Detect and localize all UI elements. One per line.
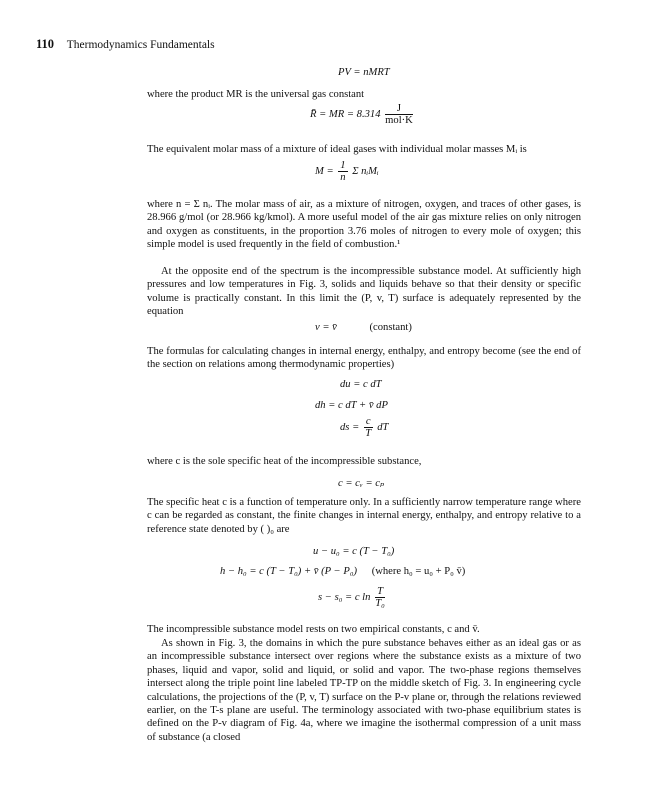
equation-lhs: M = [315, 165, 334, 177]
equation-lhs: R̄ = MR = 8.314 [310, 108, 381, 120]
denominator: n [340, 172, 346, 183]
paragraph-8: The incompressible substance model rests on two empirical constants, c and v̄. [147, 624, 480, 635]
paragraph-1: where the product MR is the universal gas constant [147, 89, 365, 100]
numerator: c [365, 416, 371, 427]
equation-enthalpy [220, 566, 465, 577]
equation-dh: dh = c dT + v̄ dP [315, 400, 388, 411]
equation-ds [340, 416, 388, 439]
equation-note: (constant) [369, 322, 412, 333]
equation-note: (where h₀ = u₀ + P₀ v̄) [371, 566, 466, 577]
equation-molar-mass [315, 160, 379, 183]
paragraph-3: where n = Σ nᵢ. The molar mass of air, as a mixture of nitrogen, oxygen, and traces of other gases, is 28.966 g/mol (or 28.966 kg/kmol). A more useful model of the air gas mixture relies on only nitrogen and oxygen as constituents, in the proportion 3.76 moles of nitrogen to every mole of oxygen; this simple model is used frequently in the field of combustion.¹ [147, 199, 581, 251]
paragraph-5: The formulas for calculating changes in internal energy, enthalpy, and entropy become (see the end of the section on relations among thermodynamic properties) [147, 346, 581, 371]
equation-rhs: Σ nᵢMᵢ [352, 165, 379, 177]
paragraph-2: The equivalent molar mass of a mixture of ideal gases with individual molar masses Mᵢ is [147, 144, 527, 155]
paragraph-4: At the opposite end of the spectrum is the incompressible substance model. At sufficiently high pressures and low temperatures in Fig. 3, solids and liquids behave so that their density or specific volume is practically constant. In this limit the (P, v, T) surface is adequately represented by the equation [147, 266, 581, 318]
page-number: 110 [36, 37, 55, 51]
denominator: T₀ [375, 598, 385, 609]
fraction [375, 586, 385, 609]
equation-lhs: s − s₀ = c ln [318, 591, 371, 603]
running-title: Thermodynamics Fundamentals [66, 39, 215, 51]
equation-rhs: dT [377, 421, 389, 433]
paragraph-9: As shown in Fig. 3, the domains in which the pure substance behaves either as an ideal gas or as an incompressible substance intersect over regions where the substance exists as a mixture of two phases, liquid and vapor, solid and liquid, or solid and vapor. The two-phase regions themselves intersect along the triple point line labeled TP-TP on the middle sketch of Fig. 3. In engineering cycle calculations, the projections of the (P, v, T) surface on the P-v plane or, through the relations reviewed earlier, on the T-s plane are useful. The terminology associated with two-phase equilibrium states is defined on the P-v diagram of Fig. 4a, where we imagine the isothermal compression of a unit mass of substance (a closed [147, 638, 581, 743]
equation-internal-energy: u − u₀ = c (T − T₀) [313, 546, 395, 557]
paragraph-7: The specific heat c is a function of temperature only. In a sufficiently narrow temperature range where c can be regarded as constant, the finite changes in internal energy, enthalpy, and entropy relative to a reference state denoted by ( )₀ are [147, 497, 581, 535]
equation-specific-volume [315, 322, 412, 333]
equation-lhs: ds = [340, 421, 360, 433]
equation-lhs: v = v̄ [315, 322, 337, 333]
equation-lhs: h − h₀ = c (T − T₀) + v̄ (P − P₀) [220, 566, 358, 577]
fraction [385, 103, 413, 126]
numerator: T [377, 586, 383, 597]
equation-ideal-gas: PV = nMRT [338, 67, 390, 78]
fraction [338, 160, 347, 183]
numerator: 1 [340, 160, 346, 171]
equation-gas-constant [310, 103, 415, 126]
equation-entropy [318, 586, 387, 609]
denominator: T [365, 428, 372, 439]
denominator: mol·K [385, 115, 413, 126]
paragraph-6: where c is the sole specific heat of the incompressible substance, [147, 456, 422, 467]
numerator: J [385, 103, 413, 115]
equation-du: du = c dT [340, 379, 382, 390]
fraction [364, 416, 373, 439]
equation-specific-heat: c = cᵥ = cₚ [338, 478, 385, 489]
running-header [36, 37, 215, 52]
